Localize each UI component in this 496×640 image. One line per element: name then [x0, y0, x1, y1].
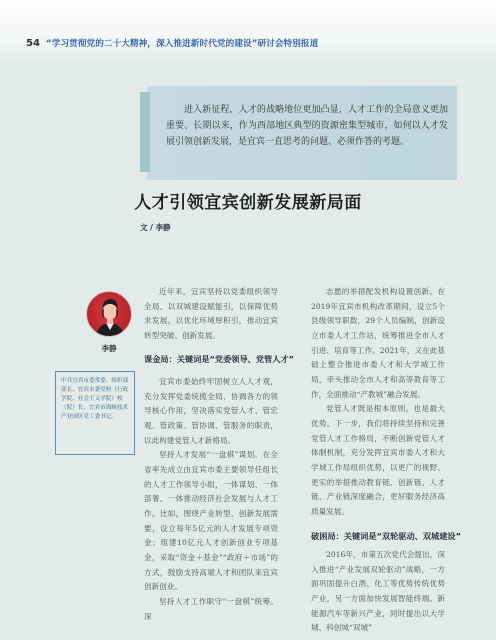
column-left	[144, 285, 278, 344]
paragraph: 2016年，市第五次党代会提出，深入推进“产业发展双轮驱动”战略，一方面巩固提升白酒、化工等优势传统优势产业，另一方面加快发展智能终端、新能源汽车等新兴产业，同时提出以大学城、科创城“双城”	[311, 550, 445, 633]
section-heading-2: 破困局：关键词是“双轮驱动、双城建设”	[311, 531, 461, 541]
page-number: 54	[26, 37, 40, 49]
article-byline: 文 / 李静	[140, 223, 171, 232]
author-portrait	[86, 291, 132, 337]
column-right-body	[311, 548, 445, 636]
paragraph: 志愿的举措配发机构设置创新。在2019年宜宾市机构改革期间，设立5个县级领导职数，29个人员编制，创新设立市委人才工作站，统筹推进全市人才引进、培育等工作。2021年，又在此基础上整合推进市委人才和大学城工作局，牵头推动全市人才和高等教育等工作，全面推动“产教城”融合发展。	[311, 287, 445, 399]
paragraph: 坚持人才工作职守“一盘棋”统筹。深	[144, 596, 278, 621]
intro-accent-bar	[140, 92, 150, 172]
column-right	[311, 285, 445, 520]
paragraph: 宜宾市委始终牢固树立人人才观，充分发挥党委统揽全局、协调各方的领导核心作用，坚决落实党管人才、管宏观、管政策、管协调、管服务的职责，以此构建党管人才新格局。	[144, 377, 278, 445]
author-bio: 中共宜宾市委常委、组织部部长，宜宾市委党校（行政学院、社会主义学院）校（院）长，宜宾市海峡技术产业园区党工委书记。	[61, 378, 129, 420]
author-name: 李静	[101, 344, 117, 353]
page-header	[26, 36, 318, 50]
top-band	[0, 0, 496, 62]
article-title: 人才引领宜宾创新发展新局面	[134, 193, 362, 213]
running-head: “学习贯彻党的二十大精神，深入推进新时代党的建设”研讨会特别报道	[46, 39, 319, 49]
section-heading-1: 课金局：关键词是“党委领导、党管人才”	[144, 354, 294, 364]
author-bio-box	[55, 371, 135, 455]
paragraph: 坚持人才发展“一盘棋”谋划。在全省率先成立由宜宾市委主要领导任组长的人才工作领导小组，一体谋划、一体部署、一体推动经济社会发展与人才工作。比如，围绕产业转型、创新发展需要，设立每年5亿元的人才发展专项资金；组建10亿元人才创新创业专项基金，采取“资金＋基金”“政府＋市场”的方式，鼓励支持高端人才和团队来宜宾创新创业。	[144, 450, 278, 592]
intro-text: 进入新征程，人才的战略地位更加凸显，人才工作的全局意义更加重要。长期以来，作为西部地区典型的资源密集型城市，如何以人才发展引领创新发展，是宜宾一直思考的问题、必须作答的考题。	[166, 105, 448, 147]
paragraph: 党管人才既是根本原则，也是最大优势。下一步，我们将持续坚持和完善党管人才工作格局，不断创新党管人才体制机制，充分发挥宜宾市委人才和大学城工作局组织优势，以更广的视野、更实的举措推动教育链、创新链、人才链、产业链深度融合，更好服务经济高质量发展。	[311, 404, 445, 516]
column-left-body	[144, 375, 278, 624]
paragraph: 近年来，宜宾坚持以党委组织领导全局、以双城建设赋能引，以保障优势求发展，以优化环境厚积引，推动宜宾转型突破、创新发展。	[144, 287, 278, 340]
portrait-icon	[87, 292, 132, 337]
